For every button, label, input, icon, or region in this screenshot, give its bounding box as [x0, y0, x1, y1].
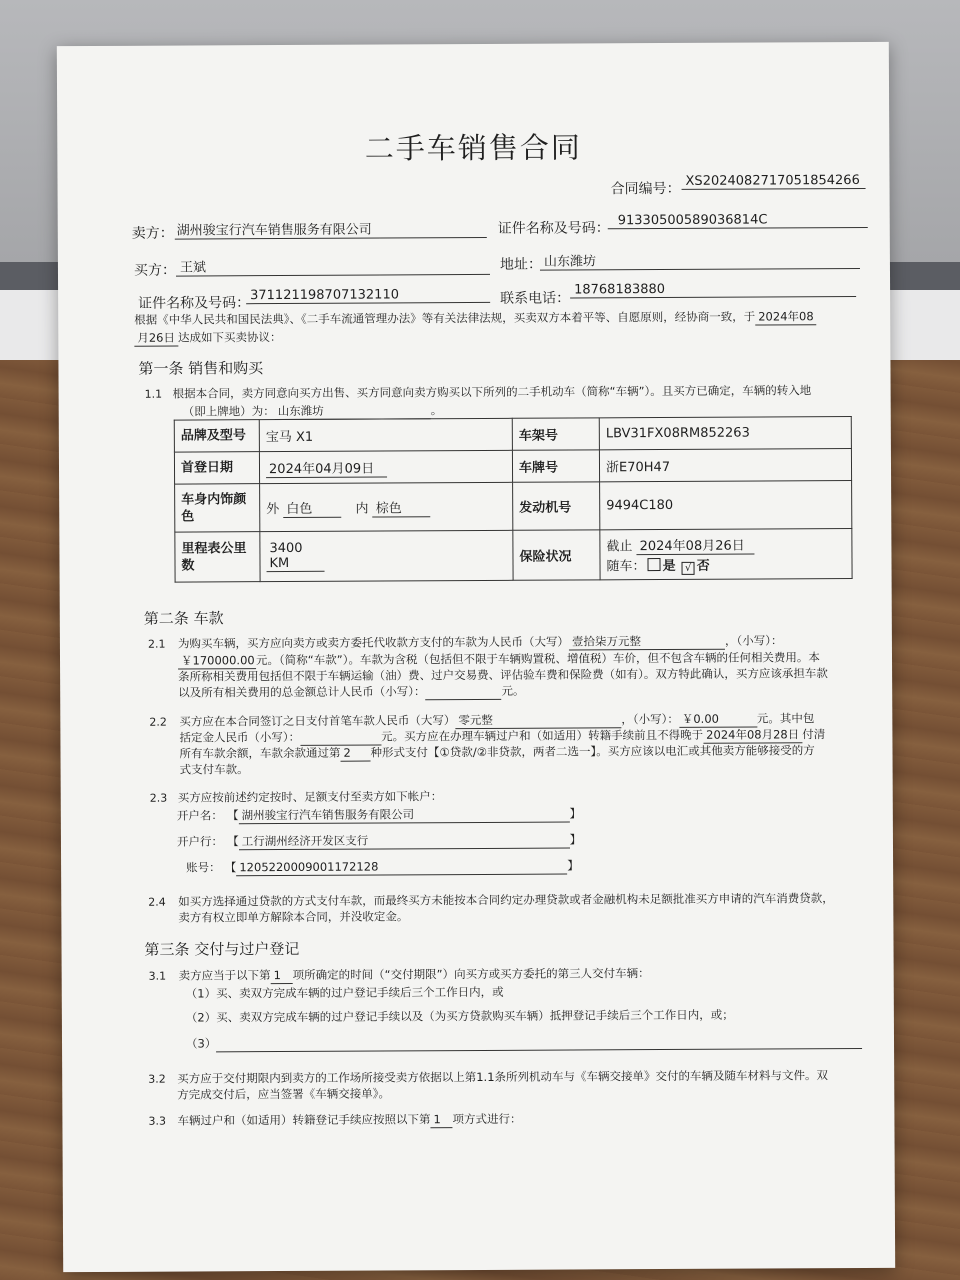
buyer-id-value: 371121198707132110: [246, 287, 490, 304]
clause-2-1-line-4: [178, 683, 524, 702]
phone-label: 联系电话：: [500, 290, 571, 307]
table-row: [174, 417, 851, 453]
clause-2-1-num: 2.1: [147, 637, 166, 651]
reg-date-label: 首登日期: [174, 452, 259, 484]
clause-2-1-text-b: ，（小写）：: [724, 633, 783, 648]
article-3-heading: 第三条 交付与过户登记: [144, 939, 300, 959]
clause-2-1-text-a: 为购买车辆，买方应向卖方或卖方委托代收款方支付的车款为人民币（大写）: [177, 634, 569, 651]
plate-value: 浙E70H47: [599, 449, 851, 482]
clause-3-1-item-2: （2）买、卖双方完成车辆的过户登记手续以及（为买方贷款购买车辆）抵押登记手续后三个工作日内，或；: [185, 1007, 734, 1025]
seller-id-label: 证件名称及号码：: [497, 220, 610, 237]
insurance-with-label: 随车：: [606, 558, 646, 574]
contract-no-label: 合同编号：: [610, 180, 681, 198]
clause-3-1-item-1: （1）买、卖双方完成车辆的过户登记手续后三个工作日内，或: [185, 984, 504, 1001]
clause-3-2-line-1: 买方应于交付期限内到卖方的工作场所接受卖方依据以上第1.1条所列机动车与《车辆交接单》交付的车辆及随车材料与文件。双: [177, 1068, 829, 1086]
transfer-option: 1: [430, 1111, 452, 1128]
transfer-place: 山东潍坊: [275, 402, 431, 420]
clause-1-1-num: 1.1: [144, 387, 163, 401]
interior-prefix: 内: [355, 501, 369, 517]
insurance-cell: [600, 529, 852, 580]
clause-2-1-text-c: 元。（简称“车款”）。车款为含税（包括但不限于车辆购置税、增值税）车价，但不包含车辆的任何相关费用。本: [255, 650, 820, 668]
clause-3-2-line-2: 方完成交付后，应当签署《车辆交接单》。: [177, 1086, 391, 1102]
bank-label: 开户行：: [176, 834, 223, 849]
clause-2-4-num: 2.4: [148, 895, 166, 909]
first-payment-upper: 零元整: [455, 711, 621, 729]
clause-2-2-line-4: 式支付车款。: [179, 762, 249, 777]
no-label: 否: [696, 558, 710, 574]
intro-text-2: 达成如下买卖协议：: [177, 330, 282, 345]
yes-checkbox[interactable]: [647, 558, 660, 571]
intro-date-a: 2024年08: [755, 308, 816, 325]
mileage-cell: [260, 530, 513, 581]
clause-3-3-text-b: 项方式进行：: [452, 1111, 522, 1127]
plate-label: 车牌号: [512, 450, 599, 482]
buyer-value: 王斌: [176, 255, 490, 277]
payment-option: 2: [340, 745, 370, 762]
intro-text: 根据《中华人民共和国民法典》、《二手车流通管理办法》等有关法律法规，买卖双方本着平等、自愿原则，经协商一致，于: [134, 309, 756, 327]
price-upper: 壹拾柒万元整: [569, 633, 725, 651]
account-no-row: [186, 857, 579, 876]
engine-value: 9494C180: [600, 481, 852, 530]
mileage-label: 里程表公里数: [175, 532, 260, 582]
color-cell: [260, 482, 513, 531]
bracket-left: 【: [232, 808, 239, 823]
clause-3-1-item-3-label: （3）: [185, 1036, 217, 1051]
clause-3-3-text-a: 车辆过户和（如适用）转籍登记手续应按照以下第: [177, 1112, 431, 1128]
exterior-prefix: 外: [266, 501, 280, 517]
insurance-date: 2024年08月26日: [637, 534, 755, 555]
yes-label: 是: [662, 558, 676, 574]
clause-2-2-text-g: 所有车款余额，车款余款通过第: [179, 745, 341, 761]
clause-2-1-line-3: 条所称相关费用包括但不限于车辆运输（油）费、过户交易费、评估验车费和保险费（如有）。双方特此确认，买方应该承担车款: [178, 666, 828, 684]
clause-3-1-text-a: 卖方应当于以下第: [178, 968, 271, 983]
article-2-heading: 第二条 车款: [143, 609, 224, 628]
clause-2-4-line-2: 卖方有权立即单方解除本合同，并没收定金。: [178, 909, 409, 925]
address-label: 地址：: [499, 256, 542, 273]
bank-row: [177, 831, 581, 850]
contract-sheet: [57, 42, 895, 1272]
clause-3-1-num: 3.1: [148, 969, 167, 983]
clause-2-1-text-f: 元。: [501, 683, 525, 698]
brand-label: 品牌及型号: [174, 420, 259, 452]
clause-3-1-item-3: [186, 1032, 862, 1053]
mileage-value: 3400 KM: [266, 541, 324, 572]
account-name-label: 开户名：: [176, 808, 223, 823]
insurance-with-line: [606, 554, 845, 575]
clause-2-2-text-h: 种形式支付【①贷款/②非贷款，两者二选一】。买方应该以电汇或其他卖方能够接受的方: [370, 743, 815, 760]
reg-date-value: 2024年04月09日: [266, 457, 387, 478]
clause-3-1-text-b: 项所确定的时间（“交付期限”）向买方或买方委托的第三人交付车辆：: [292, 966, 650, 982]
contract-no-value: XS20240827170518542​66: [681, 173, 865, 190]
clause-2-2-text-d: 括定金人民币（小写）：: [179, 729, 301, 745]
insurance-prefix: 截止: [606, 538, 633, 554]
clause-3-2-num: 3.2: [148, 1072, 166, 1086]
clause-2-2-line-3: [179, 742, 814, 762]
seller-label: 卖方：: [131, 225, 174, 242]
clause-2-2-text-e: 元。买方应在办理车辆过户和（如适用）转籍手续前且不得晚于: [381, 727, 704, 744]
no-checkbox[interactable]: √: [682, 561, 695, 574]
seller-id-value: 91330500589036814C: [608, 212, 868, 229]
insurance-label: 保险状况: [513, 530, 600, 580]
interior-color: 棕色: [373, 497, 431, 517]
clause-3-3-num: 3.3: [148, 1114, 166, 1128]
address-value: 山东潍坊: [540, 249, 860, 271]
bank-value: 工行湖州经济开发区支行: [239, 832, 570, 851]
buyer-label: 买方：: [133, 262, 177, 279]
brand-value: 宝马 X1: [259, 418, 512, 451]
clause-1-1-line-1: 根据本合同，卖方同意向买方出售、买方同意向卖方购买以下所列的二手机动车（简称“车辆”）。且买方已确定，车辆的转入地: [172, 383, 812, 401]
vin-value: LBV31FX08RM852263: [599, 417, 851, 450]
table-row: [175, 529, 852, 583]
table-row: [174, 449, 851, 485]
account-no-value: 1205220009001172128: [236, 858, 567, 877]
first-payment-lower: ￥0.00: [679, 711, 757, 728]
balance-due-date: 2024年08月28日: [703, 726, 802, 744]
bracket-right: 】: [569, 806, 582, 821]
clause-2-3-num: 2.3: [149, 791, 168, 805]
clause-2-4-line-1: 如买方选择通过贷款的方式支付车款，而最终买方未能按本合同约定办理贷款或者金融机构未足额批准买方申请的汽车消费贷款，: [178, 891, 834, 909]
account-name-value: 湖州骏宝行汽车销售服务有限公司: [239, 806, 570, 825]
insurance-date-line: [606, 534, 845, 555]
bracket-right: 】: [567, 858, 579, 873]
article-1-heading: 第一条 销售和购买: [138, 359, 264, 378]
intro-line-1: [134, 308, 816, 329]
table-row: [175, 481, 852, 533]
document-title: 二手车销售合同: [364, 130, 582, 166]
clause-2-2-num: 2.2: [149, 715, 167, 729]
clause-2-1-text-e: 以及所有相关费用的总金额总计人民币（小写）：: [178, 684, 426, 700]
clause-2-2-text-c: 元。其中包: [756, 711, 815, 726]
vehicle-info-table: [174, 416, 853, 583]
buyer-id-label: 证件名称及号码：: [138, 295, 251, 312]
phone-value: 18768183880: [570, 281, 856, 298]
clause-2-2-text-f: 付清: [802, 727, 826, 742]
intro-line-2: [134, 329, 281, 347]
clause-2-3-line-1: 买方应按前述约定按时、足额支付至卖方如下帐户：: [177, 789, 443, 805]
vin-label: 车架号: [512, 418, 599, 450]
clause-1-1-end: 。: [430, 403, 443, 418]
exterior-color: 白色: [283, 497, 341, 517]
account-no-label: 账号：: [186, 860, 221, 875]
clause-2-2-text-a: 买方应在本合同签订之日支付首笔车款人民币（大写）: [179, 713, 456, 729]
account-name-row: [177, 805, 581, 824]
clause-2-2-text-b: ，（小写）：: [621, 711, 679, 727]
color-label: 车身内饰颜色: [175, 484, 260, 532]
delivery-option: 1: [271, 967, 293, 984]
engine-label: 发动机号: [513, 482, 600, 530]
clause-3-3-line-1: [177, 1111, 521, 1130]
clause-3-1-line-1: [179, 965, 650, 984]
reg-date-cell: [259, 450, 512, 483]
intro-date-b: 月26日: [134, 330, 178, 347]
price-lower: ￥170000.00: [178, 652, 256, 669]
clause-1-1-text: （即上牌地）为：: [182, 404, 275, 419]
seller-value: 湖州骏宝行汽车销售服务有限公司: [175, 218, 487, 240]
bracket-right: 】: [569, 832, 582, 847]
bracket-left: 【: [230, 860, 237, 875]
bracket-left: 【: [232, 834, 239, 849]
